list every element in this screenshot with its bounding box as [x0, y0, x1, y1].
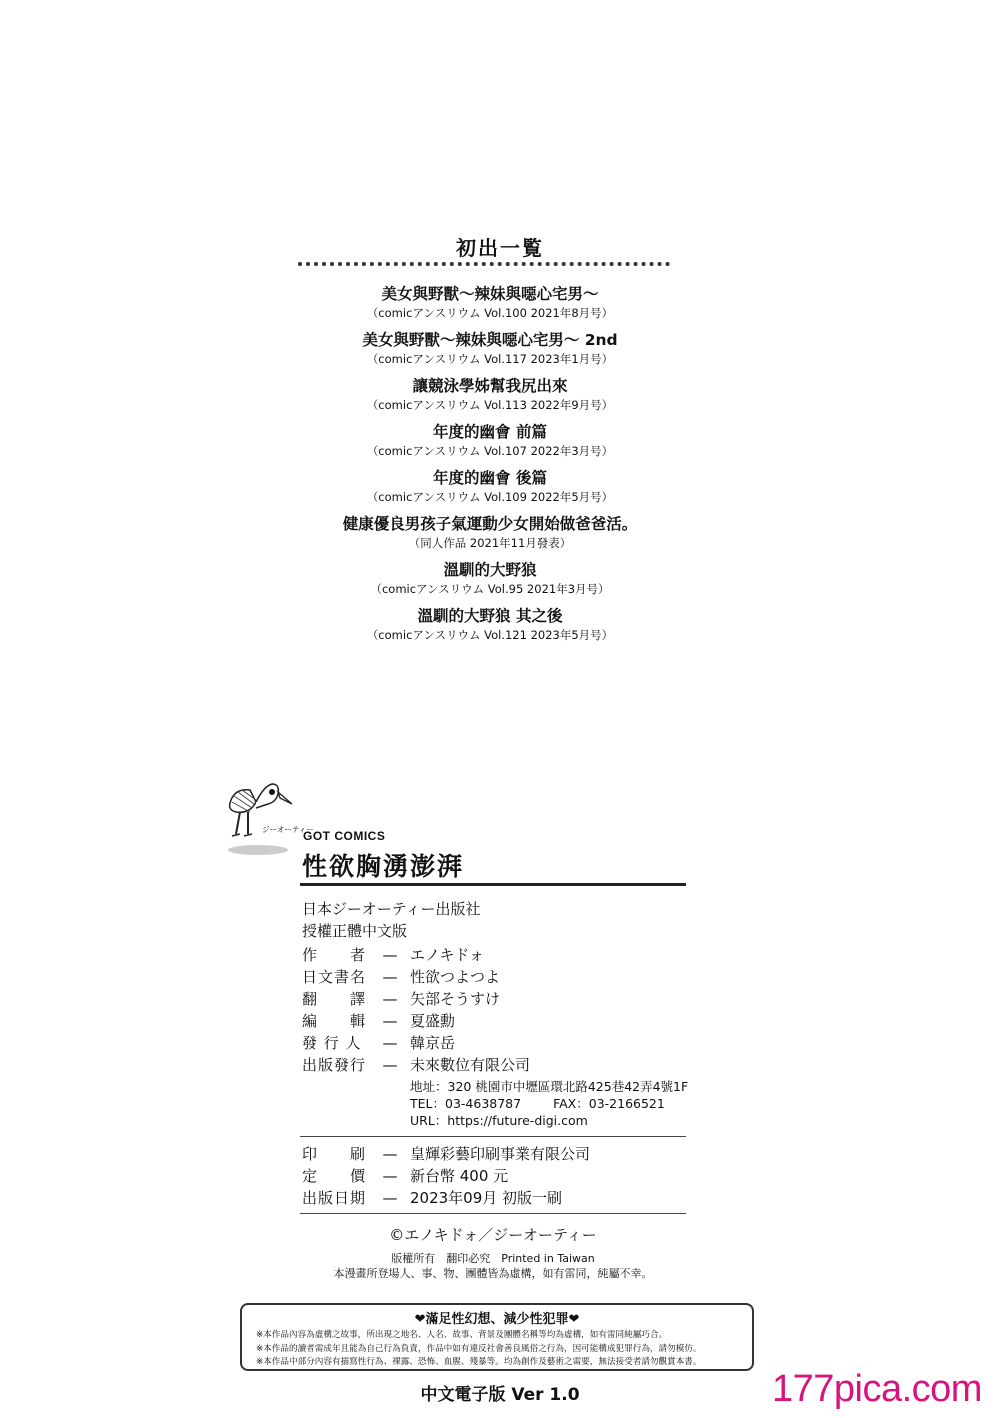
- credit-label: 出版發行: [302, 1056, 367, 1074]
- appearance-item: [250, 421, 730, 460]
- credit-row: [302, 1032, 702, 1054]
- credit-row: [302, 944, 702, 966]
- credit-row: [302, 1054, 702, 1076]
- credit-value: エノキドォ: [410, 946, 485, 964]
- copyright-line: ©エノキドォ／ジーオーティー: [389, 1226, 597, 1244]
- appearance-title: 美女與野獸〜辣妹與噁心宅男〜: [381, 285, 599, 303]
- credits-list: [302, 944, 702, 1076]
- credit-value: 皇輝彩藝印刷事業有限公司: [410, 1145, 591, 1163]
- imprint-label: GOT COMICS: [303, 829, 386, 843]
- credit-dash: —: [382, 968, 398, 986]
- divider: [300, 883, 686, 886]
- credit-value: 夏盛勳: [410, 1012, 456, 1030]
- credit-dash: —: [382, 1167, 398, 1185]
- notice-line: ※本作品中部分內容有描寫性行為、裸露、恐怖、血腥、殘暴等。均為創作及藝術之需要，無法接受者請勿觀賞本書。: [256, 1357, 702, 1367]
- credit-row: [302, 1010, 702, 1032]
- book-title: 性欲胸湧澎湃: [302, 852, 465, 881]
- version-label: 中文電子版 Ver 1.0: [420, 1385, 580, 1405]
- credit-dash: —: [382, 1056, 398, 1074]
- watermark: 177pica.com: [772, 1368, 982, 1410]
- divider: [300, 1213, 686, 1214]
- publisher-info: [302, 898, 481, 942]
- appearance-item: [250, 513, 730, 552]
- appearance-source: （comicアンスリウム Vol.113 2022年9月号）: [366, 398, 614, 412]
- credit-dash: —: [382, 990, 398, 1008]
- credit-dash: —: [382, 1034, 398, 1052]
- content-notice-box: [240, 1303, 754, 1371]
- notice-lines: [256, 1329, 701, 1370]
- credit-value: 新台幣 400 元: [410, 1167, 509, 1185]
- url-text: URL：https://future-digi.com: [410, 1113, 588, 1128]
- credit-row: [302, 1143, 702, 1165]
- fax-text: FAX：03-2166521: [553, 1096, 665, 1111]
- appearance-item: [250, 605, 730, 644]
- appearance-title: 健康優良男孩子氣運動少女開始做爸爸活。: [342, 515, 638, 533]
- appearance-item: [250, 467, 730, 506]
- print-info-list: [302, 1143, 702, 1209]
- logo-label: ジーオーティー: [262, 825, 314, 834]
- credit-label: 印 刷: [302, 1145, 367, 1163]
- credit-value: 韓京岳: [410, 1034, 456, 1052]
- first-appearance-list: [250, 283, 730, 651]
- publisher-contact: [410, 1078, 688, 1129]
- credit-dash: —: [382, 1189, 398, 1207]
- credit-label: 編 輯: [302, 1012, 367, 1030]
- disclaimer-line: 本漫畫所登場人、事、物、團體皆為虛構，如有雷同，純屬不幸。: [333, 1267, 653, 1280]
- license-line: 授權正體中文版: [302, 922, 408, 940]
- appearance-source: （同人作品 2021年11月發表）: [408, 536, 572, 550]
- credit-value: 矢部そうすけ: [410, 990, 501, 1008]
- credit-dash: —: [382, 1145, 398, 1163]
- appearance-title: 讓競泳學姊幫我尻出來: [412, 377, 568, 395]
- appearance-source: （comicアンスリウム Vol.100 2021年8月号）: [366, 306, 614, 320]
- rights-line: 版權所有 翻印必究 Printed in Taiwan: [391, 1252, 595, 1265]
- first-appearance-heading: 初出一覧: [456, 236, 544, 260]
- got-bird-logo: [220, 778, 314, 868]
- phone-fax-row: [410, 1095, 688, 1112]
- appearance-source: （comicアンスリウム Vol.121 2023年5月号）: [366, 628, 614, 642]
- appearance-title: 美女與野獸〜辣妹與噁心宅男〜 2nd: [362, 331, 618, 349]
- credit-value: 未來數位有限公司: [410, 1056, 531, 1074]
- notice-line: ※本作品內容為虛構之故事，所出現之地名、人名、故事、背景及團體名稱等均為虛構，如有雷同純屬巧合。: [256, 1330, 668, 1340]
- appearance-source: （comicアンスリウム Vol.95 2021年3月号）: [370, 582, 610, 596]
- credit-dash: —: [382, 946, 398, 964]
- credit-dash: —: [382, 1012, 398, 1030]
- appearance-title: 年度的幽會 後篇: [433, 469, 547, 487]
- address-text: 地址：320 桃園市中壢區環北路425巷42弄4號1F: [410, 1079, 689, 1094]
- credit-label: 翻 譯: [302, 990, 367, 1008]
- appearance-item: [250, 375, 730, 414]
- tel-text: TEL：03-4638787: [410, 1096, 522, 1111]
- appearance-item: [250, 283, 730, 322]
- appearance-title: 溫馴的大野狼 其之後: [417, 607, 563, 625]
- credit-row: [302, 966, 702, 988]
- credit-label: 作 者: [302, 946, 367, 964]
- credit-label: 出版日期: [302, 1189, 367, 1207]
- appearance-title: 溫馴的大野狼: [443, 561, 537, 579]
- appearance-source: （comicアンスリウム Vol.109 2022年5月号）: [366, 490, 614, 504]
- notice-line: ※本作品的讀者需成年且能為自己行為負責，作品中如有違反社會善良風俗之行為，因可能構成犯罪行為，請勿模仿。: [256, 1343, 702, 1354]
- appearance-source: （comicアンスリウム Vol.107 2022年3月号）: [366, 444, 614, 458]
- appearance-item: [250, 329, 730, 368]
- credit-row: [302, 1165, 702, 1187]
- publisher-line: 日本ジーオーティー出版社: [302, 900, 481, 918]
- appearance-item: [250, 559, 730, 598]
- notice-heading: ❤滿足性幻想、減少性犯罪❤: [414, 1312, 580, 1327]
- divider: [300, 1136, 686, 1137]
- appearance-source: （comicアンスリウム Vol.117 2023年1月号）: [366, 352, 614, 366]
- credit-value: 2023年09月 初版一刷: [410, 1189, 563, 1207]
- credit-label: 發 行 人: [302, 1034, 362, 1052]
- credit-value: 性欲つよつよ: [410, 968, 501, 986]
- appearance-title: 年度的幽會 前篇: [433, 423, 547, 441]
- rights-notice: [300, 1251, 686, 1281]
- credit-row: [302, 988, 702, 1010]
- credit-label: 定 價: [302, 1167, 367, 1185]
- credit-label: 日文書名: [302, 968, 367, 986]
- credit-row: [302, 1187, 702, 1209]
- dotted-divider: [298, 262, 670, 266]
